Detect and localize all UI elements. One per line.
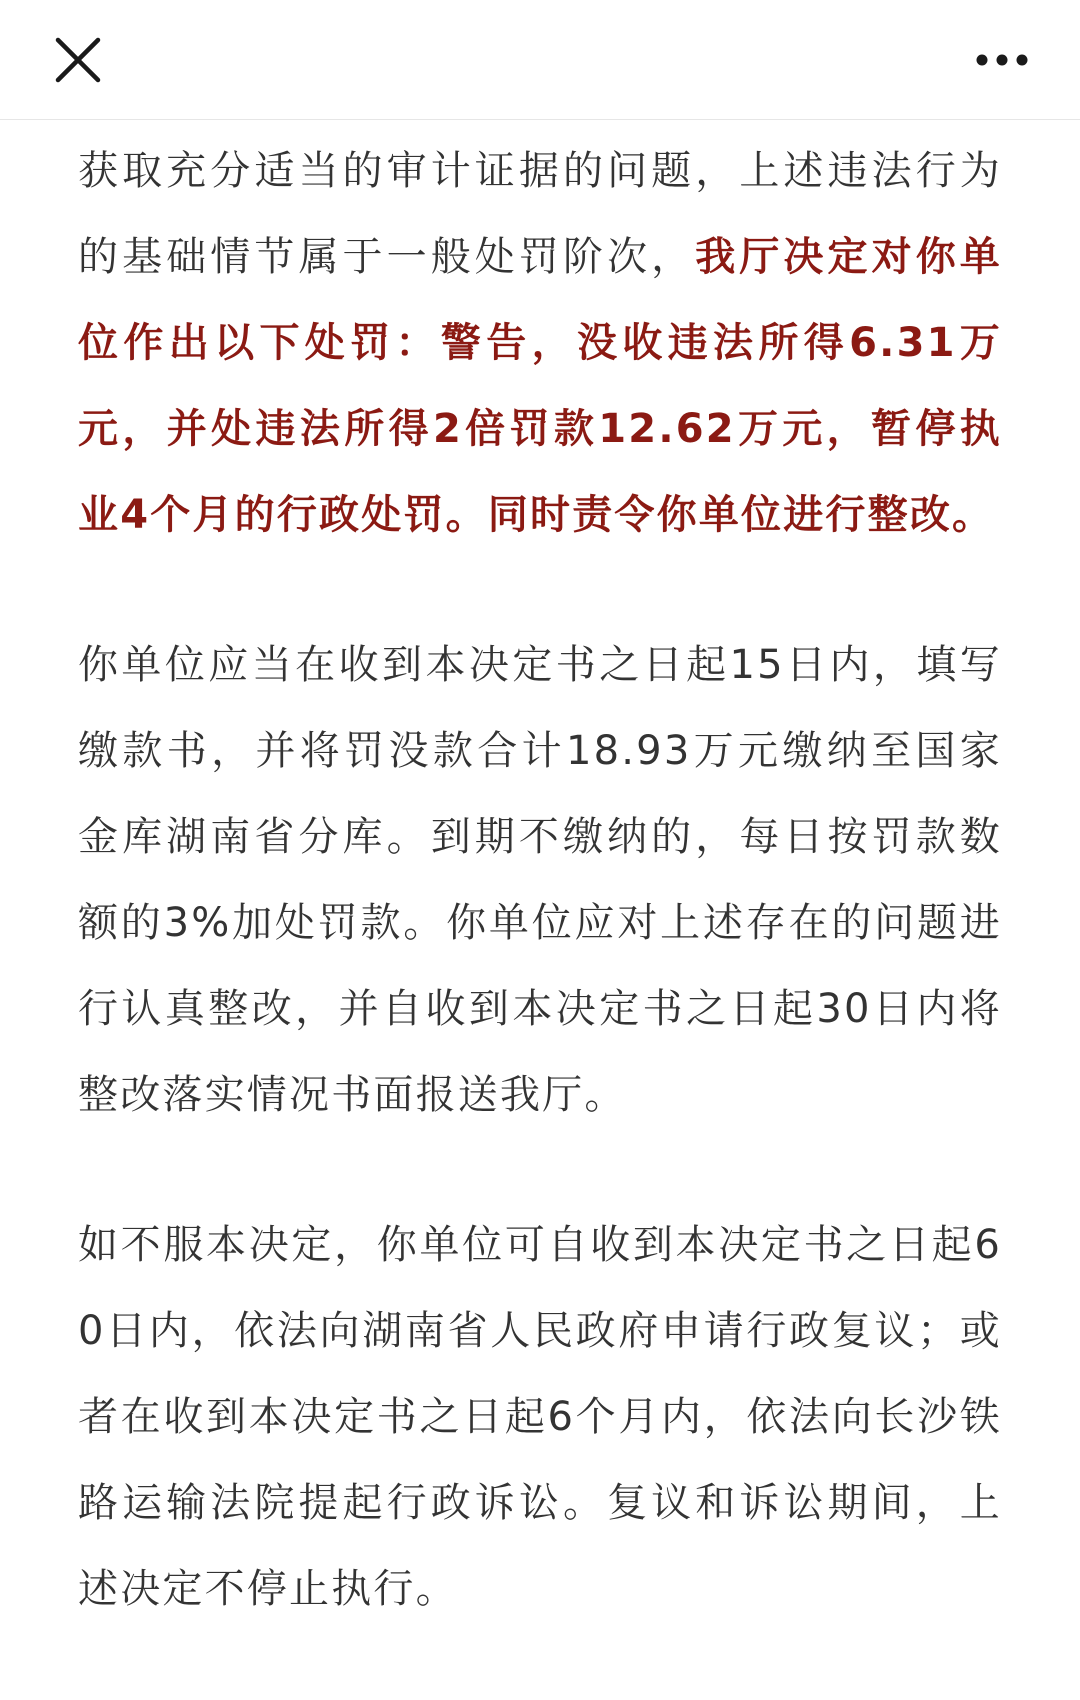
appeal-paragraph: 如不服本决定，你单位可自收到本决定书之日起60日内，依法向湖南省人民政府申请行政复议；或者在收到本决定书之日起6个月内，依法向长沙铁路运输法院提起行政诉讼。复议和诉讼期间，上述决定不停止执行。 [78, 1222, 1002, 1612]
top-navigation-bar [0, 0, 1080, 120]
more-options-button[interactable] [972, 30, 1032, 90]
payment-paragraph: 你单位应当在收到本决定书之日起15日内，填写缴款书，并将罚没款合计18.93万元缴纳至国家金库湖南省分库。到期不缴纳的，每日按罚款数额的3%加处罚款。你单位应对上述存在的问题进行认真整改，并自收到本决定书之日起30日内将整改落实情况书面报送我厅。 [78, 642, 1002, 1118]
more-horizontal-icon [972, 30, 1032, 90]
article-body [78, 128, 1002, 1632]
penalty-decision-highlight: 我厅决定对你单位作出以下处罚：警告，没收违法所得6.31万元，并处违法所得2倍罚款12.62万元，暂停执业4个月的行政处罚。同时责令你单位进行整改。 [78, 234, 1002, 538]
penalty-intro-text: 获取充分适当的审计证据的问题，上述违法行为的基础情节属于一般处罚阶次， [78, 148, 1002, 280]
penalty-paragraph [78, 128, 1002, 558]
close-icon [48, 30, 108, 90]
close-button[interactable] [48, 30, 108, 90]
